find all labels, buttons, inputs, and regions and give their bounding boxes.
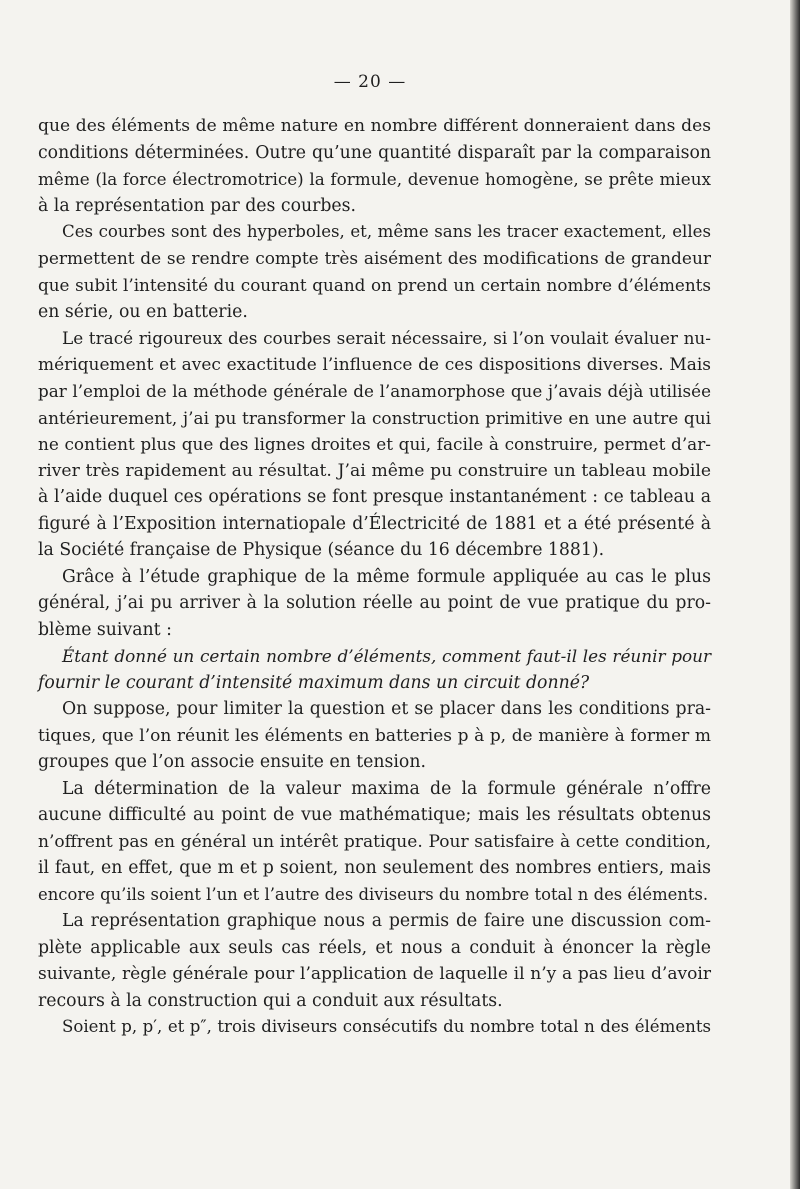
text-line: antérieurement, j’ai pu transformer la construction primitive en une autre qui <box>38 407 711 428</box>
text-line: blème suivant : <box>38 619 172 640</box>
text-line: que subit l’intensité du courant quand on prend un certain nombre d’éléments <box>38 275 711 295</box>
text-line: river très rapidement au résultat. J’ai même pu construire un tableau mobile <box>38 460 711 481</box>
text-line: figuré à l’Exposition internatiopale d’Électricité de 1881 et a été présenté à <box>38 513 711 534</box>
paragraph-7 <box>38 776 711 909</box>
paragraph-1 <box>38 113 711 219</box>
paragraph-6 <box>38 696 711 776</box>
text-line: conditions déterminées. Outre qu’une quantité disparaît par la comparaison <box>38 142 711 163</box>
body-text <box>38 113 711 1041</box>
text-line: à l’aide duquel ces opérations se font presque instantanément : ce tableau a <box>38 487 711 507</box>
text-line: On suppose, pour limiter la question et se placer dans les conditions pra- <box>62 699 711 719</box>
paragraph-5-problem-statement <box>38 643 711 696</box>
text-line: Le tracé rigoureux des courbes serait nécessaire, si l’on voulait évaluer nu- <box>62 328 711 348</box>
text-line: Soient p, p′, et p″, trois diviseurs consécutifs du nombre total n des éléments <box>62 1017 711 1036</box>
text-line: Grâce à l’étude graphique de la même formule appliquée au cas le plus <box>62 566 711 587</box>
text-line: permettent de se rendre compte très aisément des modifications de grandeur <box>38 248 711 269</box>
text-line: recours à la construction qui a conduit aux résultats. <box>38 990 503 1011</box>
text-line: Étant donné un certain nombre d’éléments, comment faut-il les réunir pour <box>62 646 711 666</box>
text-line: n’offrent pas en général un intérêt pratique. Pour satisfaire à cette condition, <box>38 831 711 852</box>
paragraph-2 <box>38 219 711 325</box>
text-line: fournir le courant d’intensité maximum dans un circuit donné? <box>38 672 590 693</box>
text-line: tiques, que l’on réunit les éléments en batteries p à p, de manière à former m <box>38 725 711 746</box>
text-line: général, j’ai pu arriver à la solution réelle au point de vue pratique du pro- <box>38 593 711 613</box>
text-line: ne contient plus que des lignes droites et qui, facile à construire, permet d’ar- <box>38 434 711 454</box>
page-edge-shadow <box>790 0 800 1189</box>
text-line: il faut, en effet, que m et p soient, non seulement des nombres entiers, mais <box>38 858 711 878</box>
text-line: que des éléments de même nature en nombre différent donneraient dans des <box>38 116 711 136</box>
text-line: encore qu’ils soient l’un et l’autre des diviseurs du nombre total n des éléments. <box>38 884 709 904</box>
paragraph-4 <box>38 564 711 644</box>
text-line: plète applicable aux seuls cas réels, et nous a conduit à énoncer la règle <box>38 937 711 958</box>
text-line: suivante, règle générale pour l’application de laquelle il n’y a pas lieu d’avoir <box>38 964 711 984</box>
text-line: par l’emploi de la méthode générale de l’anamorphose que j’avais déjà utilisée <box>38 381 711 401</box>
text-line: à la représentation par des courbes. <box>38 195 357 216</box>
text-line: la Société française de Physique (séance du 16 décembre 1881). <box>38 540 605 560</box>
text-line: en série, ou en batterie. <box>38 301 248 322</box>
page-number: — 20 — <box>333 72 407 92</box>
paragraph-8 <box>38 908 711 1014</box>
text-line: La détermination de la valeur maxima de la formule générale n’offre <box>62 778 711 799</box>
text-line: aucune difficulté au point de vue mathématique; mais les résultats obtenus <box>38 805 711 825</box>
text-line: Ces courbes sont des hyperboles, et, même sans les tracer exactement, elles <box>62 222 711 241</box>
text-line: mériquement et avec exactitude l’influence de ces dispositions diverses. Mais <box>38 354 711 375</box>
paragraph-9 <box>38 1014 711 1041</box>
text-line: La représentation graphique nous a permis de faire une discussion com- <box>62 911 711 931</box>
text-line: même (la force électromotrice) la formule, devenue homogène, se prête mieux <box>38 169 711 189</box>
text-line: groupes que l’on associe ensuite en tension. <box>38 752 426 772</box>
paragraph-3 <box>38 325 711 564</box>
